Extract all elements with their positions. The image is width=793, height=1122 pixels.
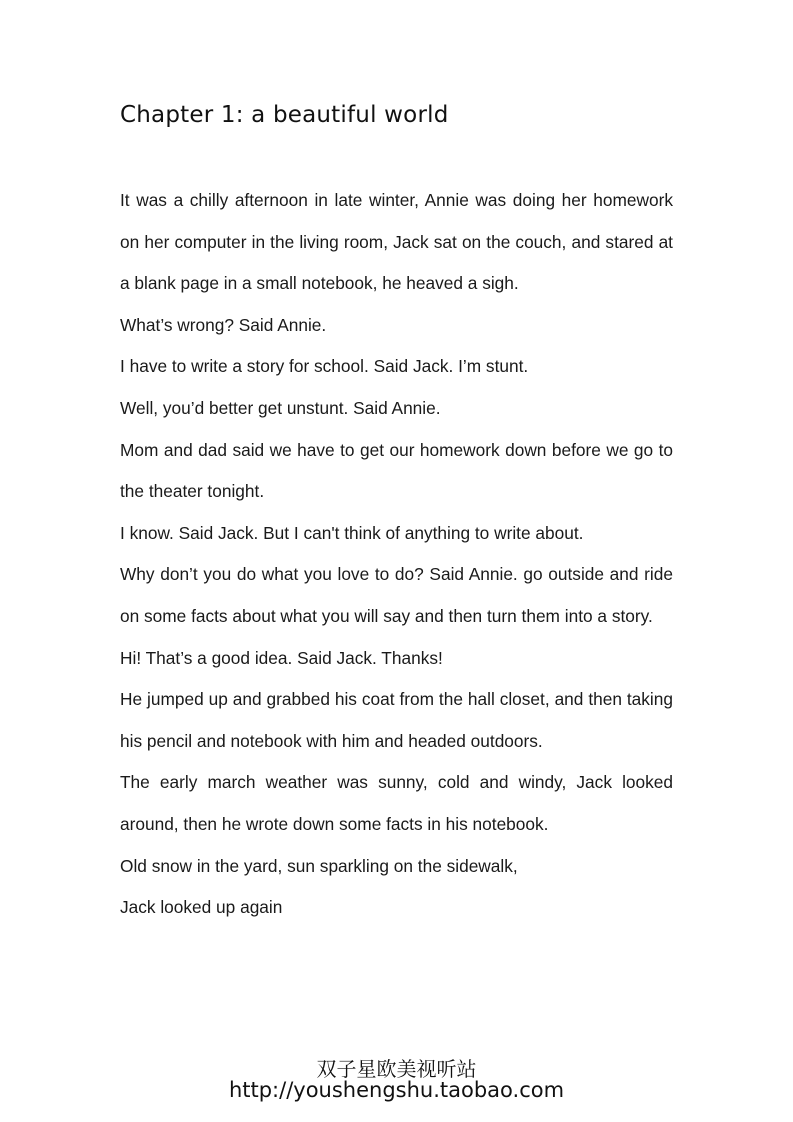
footer-url: http://youshengshu.taobao.com [228,1078,565,1102]
paragraph: The early march weather was sunny, cold and windy, Jack looked around, then he wrote down some facts in his notebook. [120,772,673,834]
footer-shop-name: 双子星欧美视听站 [316,1057,477,1081]
paragraph: Why don’t you do what you love to do? Said Annie. go outside and ride on some facts about what you will say and then turn them into a story. [120,564,673,626]
paragraph: Well, you’d better get unstunt. Said Annie. [120,397,441,418]
paragraph: It was a chilly afternoon in late winter, Annie was doing her homework on her computer in the living room, Jack sat on the couch, and stared at a blank page in a small notebook, he heaved a sigh. [120,190,673,294]
paragraph: Jack looked up again [120,897,283,918]
story-body [120,180,673,929]
chapter-title: Chapter 1: a beautiful world [120,102,449,128]
paragraph: I know. Said Jack. But I can't think of anything to write about. [120,522,584,543]
paragraph: Old snow in the yard, sun sparkling on the sidewalk, [120,855,518,876]
paragraph: Hi! That’s a good idea. Said Jack. Thanks! [120,647,443,668]
paragraph: I have to write a story for school. Said Jack. I’m stunt. [120,356,529,377]
paragraph: What’s wrong? Said Annie. [120,314,327,335]
paragraph: He jumped up and grabbed his coat from the hall closet, and then taking his pencil and notebook with him and headed outdoors. [120,689,673,751]
paragraph: Mom and dad said we have to get our homework down before we go to the theater tonight. [120,439,673,502]
